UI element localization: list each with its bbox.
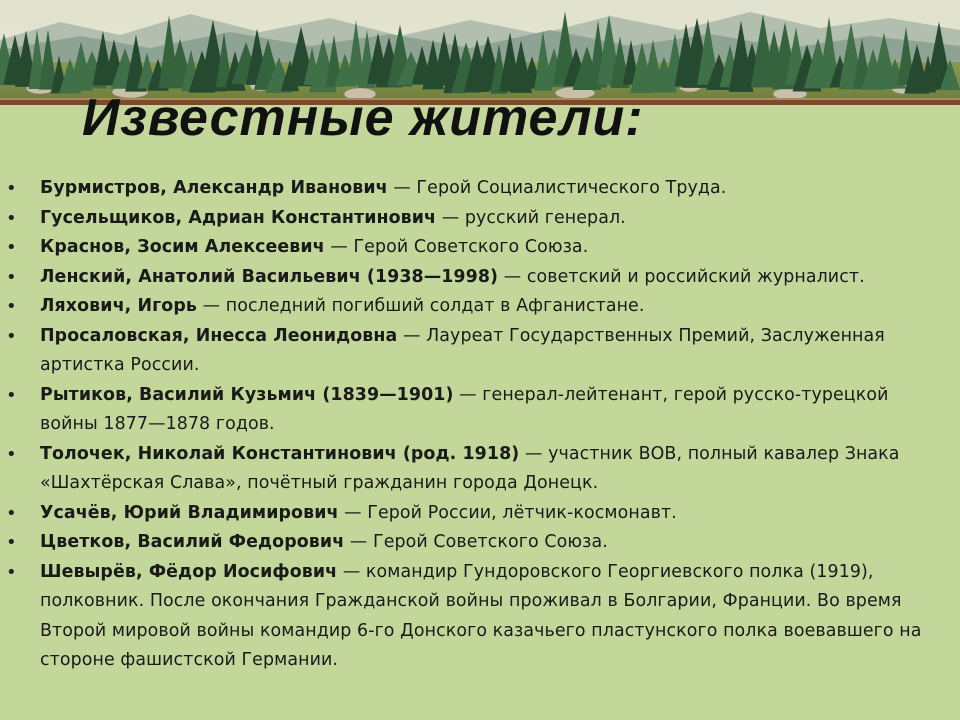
resident-name: Шевырёв, Фёдор Иосифович [40,561,338,582]
resident-name: Бурмистров, Александр Иванович [40,178,388,198]
slide-title: Известные жители: [82,89,644,147]
list-item [0,558,950,676]
list-item [0,499,950,529]
resident-name: Краснов, Зосим Алексеевич [40,237,325,257]
resident-description: — русский генерал. [436,207,626,228]
resident-name: Толочек, Николай Константинович (род. 1918) [40,443,520,464]
residents-list [0,174,950,676]
list-item [0,381,950,440]
list-item [0,322,950,381]
resident-name: Усачёв, Юрий Владимирович [40,502,339,523]
list-item [0,263,950,293]
resident-name: Ленский, Анатолий Васильевич (1938—1998) [40,266,499,287]
resident-description: — Герой Советского Союза. [324,237,589,257]
resident-description: — Герой Социалистического Труда. [387,178,727,198]
list-item [0,174,950,204]
resident-name: Рытиков, Василий Кузьмич (1839—1901) [40,384,454,405]
resident-description: — Герой России, лётчик-космонавт. [338,502,677,523]
resident-name: Ляхович, Игорь [40,296,197,316]
resident-description: — советский и российский журналист. [498,266,865,287]
resident-description: — Герой Советского Союза. [344,532,608,552]
list-item [0,528,950,558]
resident-description: — командир Гундоровского Георгиевского полка (1919), полковник. После окончания Гражданской войны проживал в Болгарии, Франции. Во время Второй мировой войны командир 6-го Донского казачьего пластунского полка воевавшего на стороне фашистской Германии. [40,561,922,670]
resident-name: Цветков, Василий Федорович [40,532,345,552]
resident-description: — генерал-лейтенант, герой русско-турецкой войны 1877—1878 годов. [40,384,889,434]
resident-name: Гусельщиков, Адриан Константинович [40,207,437,228]
resident-description: — последний погибший солдат в Афганистане. [197,296,645,316]
list-item [0,292,950,322]
resident-description: — участник ВОВ, полный кавалер Знака «Шахтёрская Слава», почётный гражданин города Донецк. [40,443,900,493]
resident-description: — Лауреат Государственных Премий, Заслуженная артистка России. [40,325,885,375]
list-item [0,204,950,234]
list-item [0,440,950,499]
list-item [0,233,950,263]
resident-name: Просаловская, Инесса Леонидовна [40,325,398,346]
